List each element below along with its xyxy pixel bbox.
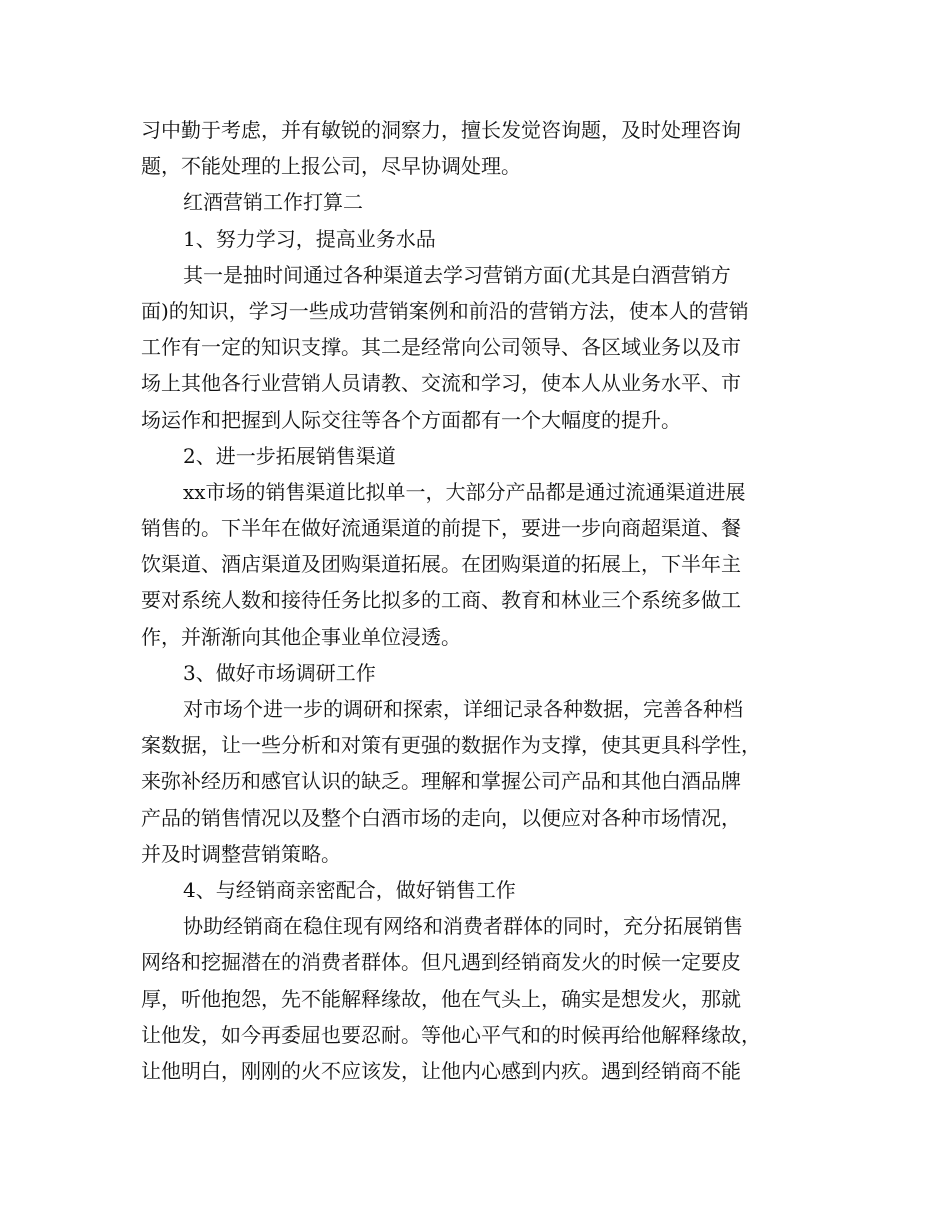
text-line: xx市场的销售渠道比拟单一，大部分产品都是通过流通渠道进展 (183, 479, 746, 504)
text-line: 让他发，如今再委屈也要忍耐。等他心平气和的时候再给他解释缘故， (141, 1022, 761, 1047)
document-body (141, 112, 817, 1089)
text-line: 2、进一步拓展销售渠道 (183, 443, 396, 468)
text-line: 习中勤于考虑，并有敏锐的洞察力，擅长发觉咨询题，及时处理咨询 (141, 118, 741, 142)
text-line: 场上其他各行业营销人员请教、交流和学习，使本人从业务水平、市 (141, 371, 741, 396)
text-line: 并及时调整营销策略。 (141, 841, 341, 866)
text-line: 网络和挖掘潜在的消费者群体。但凡遇到经销商发火的时候一定要皮 (141, 950, 741, 975)
text-line: 作，并渐渐向其他企事业单位浸透。 (141, 624, 461, 649)
text-line: 协助经销商在稳住现有网络和消费者群体的同时，充分拓展销售 (183, 914, 743, 939)
text-line: 其一是抽时间通过各种渠道去学习营销方面(尤其是白酒营销方 (183, 262, 731, 287)
text-line: 3、做好市场调研工作 (183, 660, 376, 685)
text-line: 要对系统人数和接待任务比拟多的工商、教育和林业三个系统多做工 (141, 588, 741, 613)
text-line: 题，不能处理的上报公司，尽早协调处理。 (141, 154, 521, 179)
text-line: 1、努力学习，提高业务水品 (183, 226, 436, 251)
text-line: 案数据，让一些分析和对策有更强的数据作为支撑，使其更具科学性， (141, 733, 761, 758)
text-line: 面)的知识，学习一些成功营销案例和前沿的营销方法，使本人的营销 (141, 298, 749, 323)
text-line: 对市场个进一步的调研和探索，详细记录各种数据，完善各种档 (183, 697, 743, 721)
text-line: 产品的销售情况以及整个白酒市场的走向，以便应对各种市场情况， (141, 805, 741, 830)
text-line: 红酒营销工作打算二 (183, 190, 363, 215)
text-line: 饮渠道、酒店渠道及团购渠道拓展。在团购渠道的拓展上，下半年主 (141, 552, 741, 577)
text-line: 让他明白，刚刚的火不应该发，让他内心感到内疚。遇到经销商不能 (141, 1058, 741, 1083)
text-line: 场运作和把握到人际交往等各个方面都有一个大幅度的提升。 (141, 407, 681, 432)
text-line: 4、与经销商亲密配合，做好销售工作 (183, 877, 516, 902)
text-line: 工作有一定的知识支撑。其二是经常向公司领导、各区域业务以及市 (141, 335, 741, 360)
text-line: 销售的。下半年在做好流通渠道的前提下，要进一步向商超渠道、餐 (141, 516, 741, 541)
text-line: 来弥补经历和感官认识的缺乏。理解和掌握公司产品和其他白酒品牌 (141, 769, 741, 794)
text-line: 厚，听他抱怨，先不能解释缘故，他在气头上，确实是想发火，那就 (141, 986, 741, 1011)
